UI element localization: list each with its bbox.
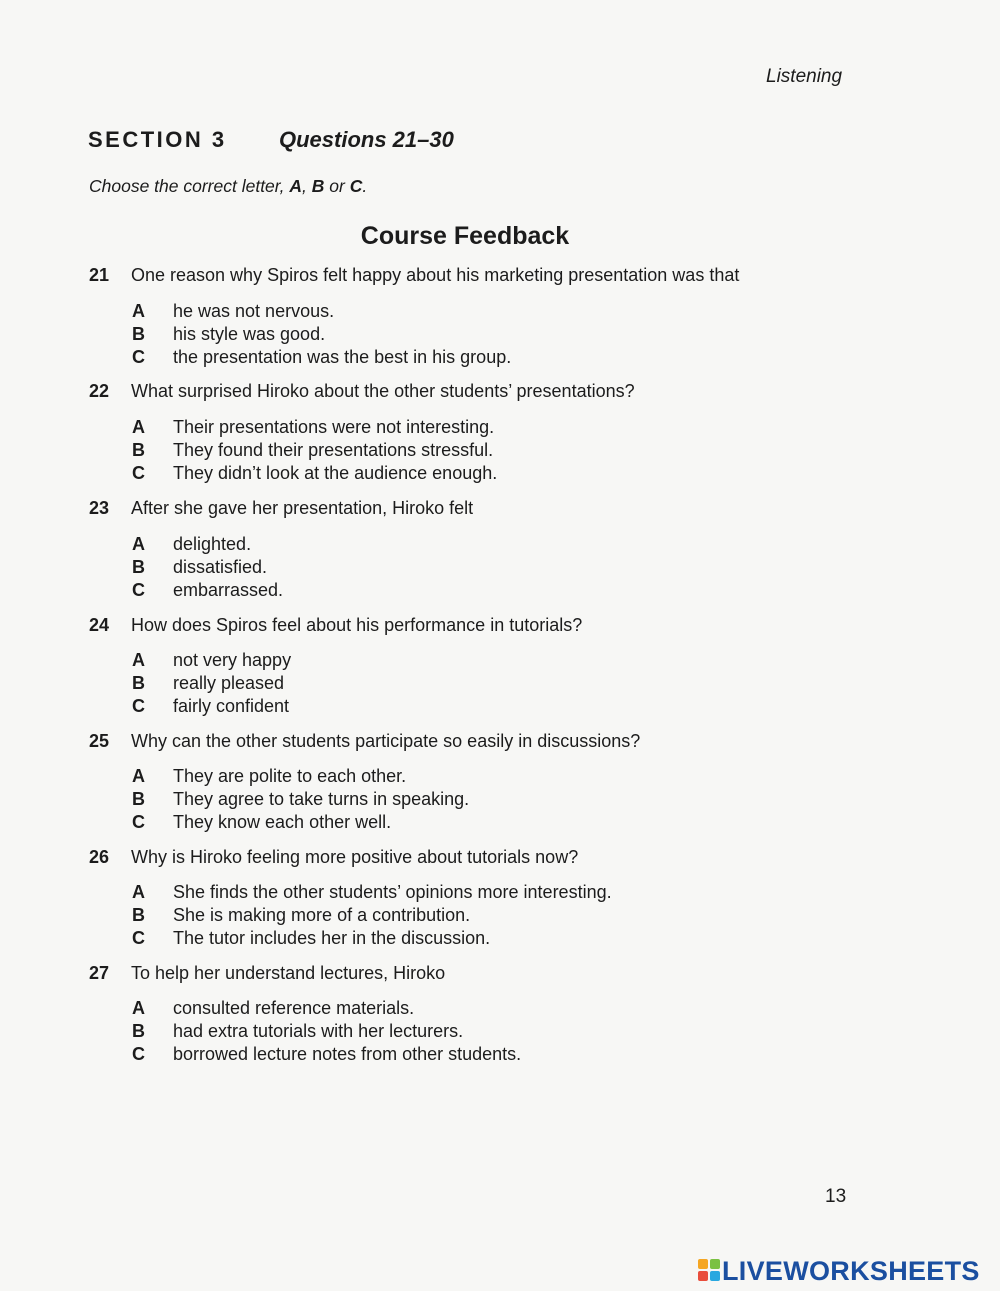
option-text: She is making more of a contribution. [173,905,471,925]
option-letter: B [132,905,145,925]
option-text: dissatisfied. [173,557,268,577]
option-letter: C [132,1044,145,1064]
question-text: Why can the other students participate so easily in discussions? [131,731,641,751]
page-title: Course Feedback [360,222,570,250]
question-number: 26 [89,847,110,867]
question-text: Why is Hiroko feeling more positive about tutorials now? [131,847,579,867]
option-letter: C [132,928,145,948]
option-letter: C [132,696,145,716]
option-letter: A [132,301,145,321]
liveworksheets-logo-icon [698,1259,720,1281]
option-text: really pleased [173,673,285,693]
option-letter: A [132,998,145,1018]
instruction [89,176,367,197]
question-text: After she gave her presentation, Hiroko felt [131,498,474,518]
option-text: borrowed lecture notes from other students. [173,1044,522,1064]
option-letter: A [132,650,145,670]
question-number: 22 [89,381,110,401]
brand-name: LIVEWORKSHEETS [722,1256,980,1286]
question-text: What surprised Hiroko about the other students’ presentations? [131,381,635,401]
option-letter: B [132,440,145,460]
option-text: his style was good. [173,324,326,344]
question-number: 24 [89,615,110,635]
option-text: The tutor includes her in the discussion. [173,928,491,948]
question-text: To help her understand lectures, Hiroko [131,963,446,983]
option-text: the presentation was the best in his group. [173,347,512,367]
option-letter: B [132,789,145,809]
instruction-text: Choose the correct letter, A, B or C. [89,176,368,196]
option-letter: A [132,534,145,554]
option-letter: A [132,766,145,786]
option-text: consulted reference materials. [173,998,415,1018]
option-text: They found their presentations stressful. [173,440,494,460]
question-number: 27 [89,963,110,983]
option-text: had extra tutorials with her lecturers. [173,1021,464,1041]
option-letter: A [132,417,145,437]
option-text: They are polite to each other. [173,766,407,786]
option-text: fairly confident [173,696,290,716]
option-letter: A [132,882,145,902]
option-letter: C [132,812,145,832]
section-label: SECTION 3 [88,127,227,152]
option-letter: C [132,347,145,367]
question-text: One reason why Spiros felt happy about his marketing presentation was that [131,265,740,285]
option-letter: B [132,324,145,344]
option-letter: B [132,1021,145,1041]
option-letter: B [132,557,145,577]
option-text: She finds the other students’ opinions more interesting. [173,882,612,902]
question-number: 23 [89,498,110,518]
question-number: 25 [89,731,110,751]
option-letter: C [132,580,145,600]
option-text: embarrassed. [173,580,284,600]
question-number: 21 [89,265,110,285]
option-text: They agree to take turns in speaking. [173,789,470,809]
option-text: he was not nervous. [173,301,335,321]
option-text: not very happy [173,650,292,670]
option-text: delighted. [173,534,252,554]
option-text: They know each other well. [173,812,392,832]
questions-range: Questions 21–30 [279,127,454,152]
question-text: How does Spiros feel about his performance in tutorials? [131,615,583,635]
page-number: 13 [825,1186,847,1207]
option-text: Their presentations were not interesting. [173,417,495,437]
option-letter: B [132,673,145,693]
option-text: They didn’t look at the audience enough. [173,463,498,483]
running-head: Listening [766,66,843,87]
option-letter: C [132,463,145,483]
